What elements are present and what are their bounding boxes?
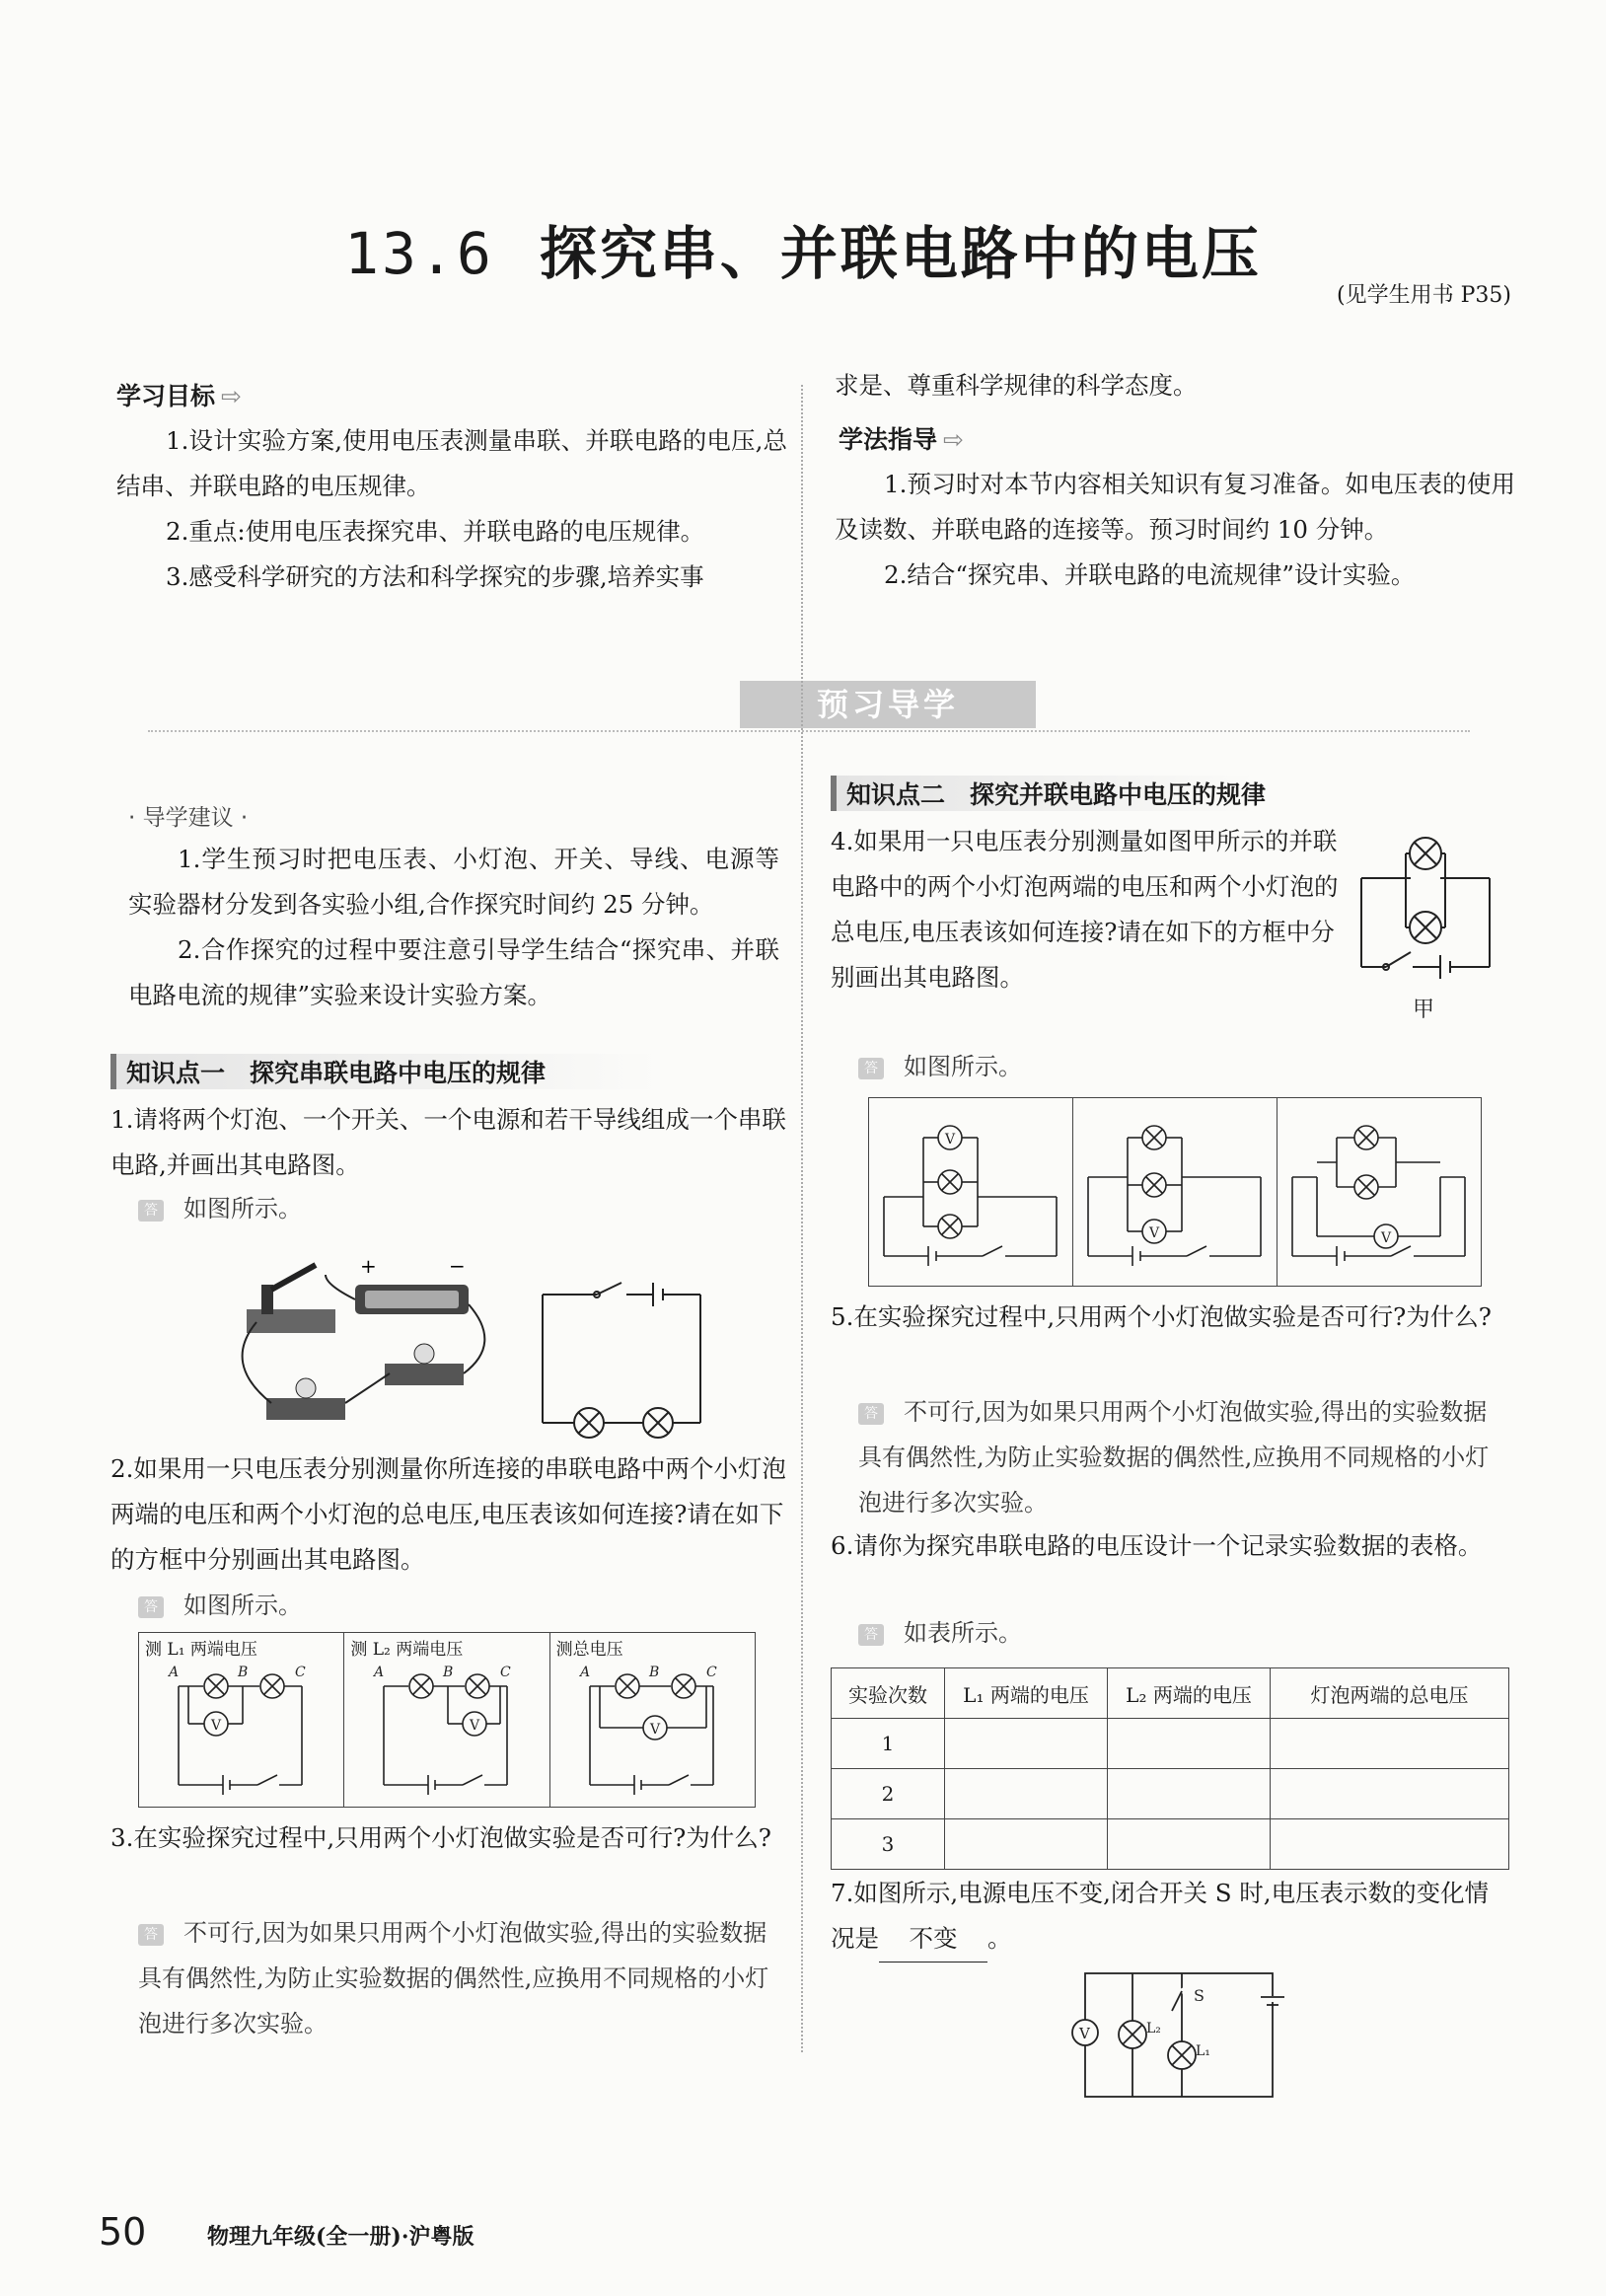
circuit-diagram [869,1098,1071,1286]
banner-divider [148,730,1470,732]
arrow-icon: ⇨ [221,382,242,410]
diagram-label: 测 L₁ 两端电压 [145,1640,257,1660]
parallel-voltmeter-diagrams [868,1097,1482,1287]
svg-text:B: B [443,1665,454,1680]
answer-blank: 不变 [879,1916,987,1963]
table-cell: 1 [832,1719,945,1769]
question-3: 3.在实验探究过程中,只用两个小灯泡做实验是否可行?为什么? [110,1823,771,1852]
table-row [832,1719,1509,1769]
table-header: 实验次数 [832,1668,945,1719]
guidance-item: 2.合作探究的过程中要注意引导学生结合“探究串、并联电路电流的规律”实验来设计实验方案。 [128,935,779,1009]
answer-5: 答 不可行,因为如果只用两个小灯泡做实验,得出的实验数据具有偶然性,为防止实验数据的偶然性,应换用不同规格的小灯泡进行多次实验。 [858,1398,1490,1517]
knowledge-point-1-heading: 知识点一 探究串联电路中电压的规律 [110,1054,793,1089]
answer-4: 答 如图所示。 [858,1044,1022,1089]
circuit-diagram [1278,1098,1480,1286]
method-list [835,462,1515,598]
arrow-icon: ⇨ [943,425,964,454]
section-number: 13.6 [344,220,494,287]
guidance-list [128,837,779,1018]
circuit-diagram [1073,1098,1276,1286]
series-circuit-figure [217,1245,710,1443]
answer-icon: 答 [858,1624,884,1646]
diagram-parallel-3 [1278,1098,1481,1286]
lamp-holder-image [266,1344,464,1420]
svg-text:L₁: L₁ [1196,2043,1210,2059]
svg-text:S: S [1194,1986,1204,2005]
table-cell: 2 [832,1769,945,1819]
diagram-measure-l1 [139,1633,344,1807]
method-heading: 学法指导 ⇨ [839,425,964,454]
svg-text:V: V [211,1718,222,1734]
table-row [832,1819,1509,1870]
svg-text:V: V [470,1718,480,1734]
svg-text:−: − [449,1254,466,1278]
answer-icon: 答 [138,1200,164,1222]
question-7: 7.如图所示,电源电压不变,闭合开关 S 时,电压表示数的变化情况是 不变 。 [831,1871,1511,1963]
circuit-diagram [550,1657,753,1805]
answer-1: 答 如图所示。 [138,1186,302,1231]
question-5: 5.在实验探究过程中,只用两个小灯泡做实验是否可行?为什么? [831,1302,1492,1331]
objective-item: 2.重点:使用电压表探究串、并联电路的电压规律。 [166,517,705,546]
q7-circuit-figure [1065,1954,1292,2111]
objectives-heading: 学习目标 ⇨ [116,382,242,410]
svg-text:C: C [500,1665,512,1680]
svg-text:V: V [1149,1225,1160,1241]
table-header-row [832,1668,1509,1719]
objectives-continuation: 求是、尊重科学规律的科学态度。 [835,371,1198,400]
series-voltmeter-diagrams [138,1632,756,1808]
guidance-item: 1.学生预习时把电压表、小灯泡、开关、导线、电源等实验器材分发到各实验小组,合作探究时间约 25 分钟。 [128,845,779,919]
diagram-measure-l2 [344,1633,549,1807]
parallel-circuit-figure [1342,819,1519,1046]
student-book-reference: (见学生用书 P35) [1337,283,1511,308]
svg-text:A: A [374,1665,385,1680]
objectives-list [116,418,787,600]
figure-label: 甲 [1413,998,1435,1022]
circuit-diagram [344,1657,547,1805]
table-header: L₂ 两端的电压 [1108,1668,1271,1719]
column-divider [801,385,803,2052]
switch-image [247,1265,335,1333]
svg-text:V: V [945,1132,956,1148]
answer-icon: 答 [138,1596,164,1618]
preview-banner: 预习导学 [740,681,1036,728]
series-circuit-diagram [543,1283,700,1438]
svg-text:B: B [238,1665,249,1680]
guidance-heading: · 导学建议 · [128,805,249,831]
svg-text:C: C [295,1665,306,1680]
svg-text:A: A [169,1665,180,1680]
table-row [832,1769,1509,1819]
objective-item: 1.设计实验方案,使用电压表测量串联、并联电路的电压,总结串、并联电路的电压规律。 [116,426,787,500]
table-header: 灯泡两端的总电压 [1271,1668,1509,1719]
diagram-parallel-2 [1073,1098,1278,1286]
method-item: 1.预习时对本节内容相关知识有复习准备。如电压表的使用及读数、并联电路的连接等。预习时间约 10 分钟。 [835,470,1515,544]
question-4: 4.如果用一只电压表分别测量如图甲所示的并联电路中的两个小灯泡两端的电压和两个小灯泡的总电压,电压表该如何连接?请在如下的方框中分别画出其电路图。 [831,827,1339,992]
svg-text:L₂: L₂ [1146,2021,1161,2037]
diagram-parallel-1 [869,1098,1073,1286]
svg-text:V: V [1381,1230,1392,1246]
table-header: L₁ 两端的电压 [945,1668,1108,1719]
question-1: 1.请将两个灯泡、一个开关、一个电源和若干导线组成一个串联电路,并画出其电路图。 [110,1105,786,1179]
objective-item: 3.感受科学研究的方法和科学探究的步骤,培养实事 [166,562,704,591]
page-number: 50 [99,2210,147,2254]
knowledge-point-2-heading: 知识点二 探究并联电路中电压的规律 [831,776,1359,811]
diagram-label: 测总电压 [555,1640,623,1660]
question-6: 6.请你为探究串联电路的电压设计一个记录实验数据的表格。 [831,1531,1483,1560]
book-title-footer: 物理九年级(全一册)·沪粤版 [207,2224,474,2250]
svg-text:A: A [579,1665,590,1680]
table-cell: 3 [832,1819,945,1870]
answer-2: 答 如图所示。 [138,1583,302,1628]
answer-icon: 答 [138,1924,164,1946]
data-record-table [831,1667,1509,1870]
svg-text:C: C [705,1665,717,1680]
circuit-diagram [139,1657,341,1805]
question-2: 2.如果用一只电压表分别测量你所连接的串联电路中两个小灯泡两端的电压和两个小灯泡的总电压,电压表该如何连接?请在如下的方框中分别画出其电路图。 [110,1454,786,1574]
svg-text:V: V [1079,2025,1090,2042]
diagram-label: 测 L₂ 两端电压 [350,1640,464,1660]
diagram-measure-total [550,1633,755,1807]
answer-icon: 答 [858,1058,884,1079]
section-title: 探究串、并联电路中的电压 [539,220,1262,287]
svg-text:V: V [649,1722,660,1738]
answer-6: 答 如表所示。 [858,1610,1022,1656]
svg-text:+: + [360,1254,377,1278]
svg-text:B: B [648,1665,659,1680]
answer-3: 答 不可行,因为如果只用两个小灯泡做实验,得出的实验数据具有偶然性,为防止实验数据的偶然性,应换用不同规格的小灯泡进行多次实验。 [138,1919,769,2037]
battery-box-image [355,1254,469,1314]
answer-icon: 答 [858,1403,884,1425]
method-item: 2.结合“探究串、并联电路的电流规律”设计实验。 [884,560,1416,589]
